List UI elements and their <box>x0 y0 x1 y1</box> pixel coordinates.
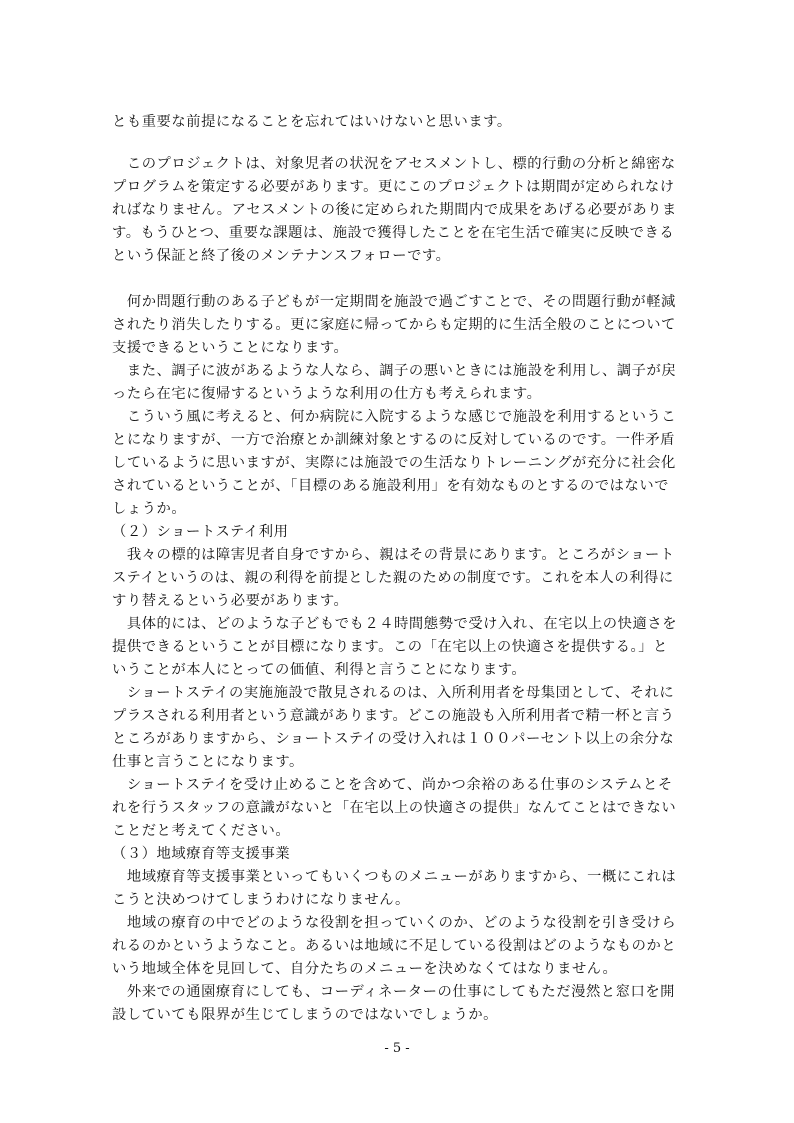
paragraph-line: ことだと考えてください。 <box>112 823 291 839</box>
section-heading: （２）ショートステイ利用 <box>112 524 289 540</box>
paragraph-line: しょうか。 <box>112 501 187 517</box>
paragraph-line: 地域の療育の中でどのような役割を担っていくのか、どのような役割を引き受けら <box>112 915 677 931</box>
paragraph-line: ステイというのは、親の利得を前提とした親のための制度です。これを本人の利得に <box>112 570 674 586</box>
paragraph-line: す。もうひとつ、重要な課題は、施設で獲得したことを在宅生活で確実に反映できる <box>112 225 675 241</box>
paragraph-line: 我々の標的は障害児者自身ですから、親はその背景にあります。ところがショート <box>112 547 675 563</box>
paragraph-line: いうことが本人にとっての価値、利得と言うことになります。 <box>112 662 527 678</box>
paragraph-line: こういう風に考えると、何か病院に入院するような感じで施設を利用するというこ <box>112 409 677 425</box>
section-heading: （３）地域療育等支援事業 <box>112 846 291 862</box>
paragraph-line: ればなりません。アセスメントの後に定められた期間内で成果をあげる必要がありま <box>112 202 677 218</box>
paragraph-line: 仕事と言うことになります。 <box>112 754 304 770</box>
paragraph-line: という保証と終了後のメンテナンスフォローです。 <box>112 248 451 264</box>
paragraph-line: しているように思いますが、実際には施設での生活なりトレーニングが充分に社会化 <box>112 455 676 471</box>
paragraph-line: このプロジェクトは、対象児者の状況をアセスメントし、標的行動の分析と綿密な <box>112 156 676 172</box>
paragraph-line: こうと決めつけてしまうわけになりません。 <box>112 892 410 908</box>
paragraph-line: れるのかというようなこと。あるいは地域に不足している役割はどのようなものかと <box>112 938 677 954</box>
paragraph-line: ところがありますから、ショートステイの受け入れは１００パーセント以上の余分な <box>112 731 675 747</box>
page-number: - 5 - <box>384 1041 410 1056</box>
paragraph-line: 支援できるということになります。 <box>112 340 349 356</box>
paragraph-line: 設していても限界が生じてしまうのではないでしょうか。 <box>112 1007 499 1023</box>
paragraph-line: 提供できるということが目標になります。この「在宅以上の快適さを提供する。」と <box>112 639 668 655</box>
paragraph-line: れを行うスタッフの意識がないと「在宅以上の快適さの提供」なんてことはできない <box>112 800 677 816</box>
paragraph-line: 何か問題行動のある子どもが一定期間を施設で過ごすことで、その問題行動が軽減 <box>112 294 676 310</box>
paragraph-line: 外来での通園療育にしても、コーディネーターの仕事にしてもただ漫然と窓口を開 <box>112 984 676 1000</box>
paragraph-line: 具体的には、どのような子どもでも２４時間態勢で受け入れ、在宅以上の快適さを <box>112 616 678 632</box>
paragraph-line: ショートステイを受け止めることを含めて、尚かつ余裕のある仕事のシステムとそ <box>112 777 673 793</box>
paragraph-line: プラスされる利用者という意識があります。どこの施設も入所利用者で精一杯と言う <box>112 708 675 724</box>
paragraph-line: されているということが、「目標のある施設利用」を有効なものとするのではないで <box>112 478 670 494</box>
paragraph-line: とになりますが、一方で治療とか訓練対象とするのに反対しているのです。一件矛盾 <box>112 432 676 448</box>
paragraph-line: 地域療育等支援事業といってもいくつものメニューがありますから、一概にこれは <box>112 869 677 885</box>
paragraph-line: されたり消失したりする。更に家庭に帰ってからも定期的に生活全般のことについて <box>112 317 676 333</box>
paragraph-line: すり替えるという必要があります。 <box>112 593 349 609</box>
paragraph-line: また、調子に波があるような人なら、調子の悪いときには施設を利用し、調子が戻 <box>112 363 677 379</box>
paragraph-line: プログラムを策定する必要があります。更にこのプロジェクトは期間が定められなけ <box>112 179 675 195</box>
paragraph-line: ったら在宅に復帰するというような利用の仕方も考えられます。 <box>112 386 542 402</box>
paragraph-line: ショートステイの実施施設で散見されるのは、入所利用者を母集団として、それに <box>112 685 675 701</box>
paragraph-line: いう地域全体を見回して、自分たちのメニューを決めなくてはなりません。 <box>112 961 618 977</box>
paragraph-line: とも重要な前提になることを忘れてはいけないと思います。 <box>112 114 512 130</box>
